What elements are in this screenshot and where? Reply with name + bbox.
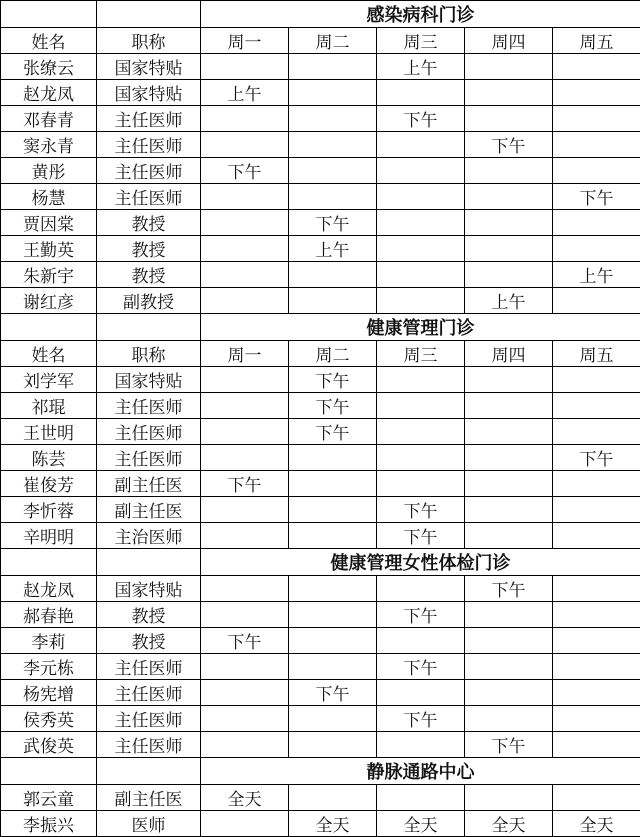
slot-d5: 全天 bbox=[553, 811, 640, 837]
doctor-title: 主任医师 bbox=[97, 158, 201, 184]
slot-d2 bbox=[289, 628, 377, 654]
slot-d1 bbox=[201, 210, 289, 236]
slot-d3 bbox=[377, 680, 465, 706]
doctor-name: 谢红彦 bbox=[1, 288, 97, 314]
table-row bbox=[1, 236, 640, 262]
table-row bbox=[1, 393, 640, 419]
slot-d3 bbox=[377, 732, 465, 758]
header-d5: 周五 bbox=[553, 341, 640, 367]
slot-d1 bbox=[201, 497, 289, 523]
doctor-title: 教授 bbox=[97, 262, 201, 288]
slot-d4 bbox=[465, 54, 553, 80]
slot-d1: 上午 bbox=[201, 80, 289, 106]
table-row bbox=[1, 471, 640, 497]
slot-d5: 下午 bbox=[553, 184, 640, 210]
doctor-title: 医师 bbox=[97, 811, 201, 837]
doctor-title: 副主任医 bbox=[97, 785, 201, 811]
slot-d4 bbox=[465, 785, 553, 811]
table-row bbox=[1, 367, 640, 393]
slot-d3: 下午 bbox=[377, 602, 465, 628]
doctor-name: 贾因棠 bbox=[1, 210, 97, 236]
table-row bbox=[1, 785, 640, 811]
slot-d5 bbox=[553, 132, 640, 158]
slot-d2: 上午 bbox=[289, 236, 377, 262]
section-title-row bbox=[1, 1, 640, 28]
doctor-name: 刘学军 bbox=[1, 367, 97, 393]
slot-d4: 全天 bbox=[465, 811, 553, 837]
doctor-name: 王勤英 bbox=[1, 236, 97, 262]
slot-d2 bbox=[289, 706, 377, 732]
slot-d1 bbox=[201, 106, 289, 132]
slot-d5 bbox=[553, 54, 640, 80]
empty-cell bbox=[97, 549, 201, 576]
slot-d5 bbox=[553, 680, 640, 706]
slot-d3 bbox=[377, 576, 465, 602]
doctor-name: 黄彤 bbox=[1, 158, 97, 184]
slot-d5 bbox=[553, 106, 640, 132]
slot-d3 bbox=[377, 158, 465, 184]
table-row bbox=[1, 706, 640, 732]
header-title: 职称 bbox=[97, 341, 201, 367]
slot-d1: 下午 bbox=[201, 158, 289, 184]
slot-d2: 下午 bbox=[289, 210, 377, 236]
doctor-title: 教授 bbox=[97, 210, 201, 236]
doctor-title: 主任医师 bbox=[97, 106, 201, 132]
table-row bbox=[1, 654, 640, 680]
slot-d2 bbox=[289, 445, 377, 471]
slot-d4 bbox=[465, 184, 553, 210]
doctor-title: 主治医师 bbox=[97, 523, 201, 549]
slot-d4 bbox=[465, 706, 553, 732]
doctor-name: 辛明明 bbox=[1, 523, 97, 549]
header-d2: 周二 bbox=[289, 28, 377, 54]
slot-d5 bbox=[553, 471, 640, 497]
slot-d1 bbox=[201, 236, 289, 262]
doctor-title: 副教授 bbox=[97, 288, 201, 314]
slot-d5 bbox=[553, 732, 640, 758]
schedule-body bbox=[1, 1, 640, 837]
doctor-name: 郭云童 bbox=[1, 785, 97, 811]
table-row bbox=[1, 132, 640, 158]
table-row bbox=[1, 602, 640, 628]
doctor-title: 国家特贴 bbox=[97, 576, 201, 602]
slot-d1: 下午 bbox=[201, 628, 289, 654]
doctor-name: 陈芸 bbox=[1, 445, 97, 471]
slot-d3: 下午 bbox=[377, 106, 465, 132]
slot-d1 bbox=[201, 262, 289, 288]
slot-d3 bbox=[377, 393, 465, 419]
doctor-name: 窦永青 bbox=[1, 132, 97, 158]
doctor-name: 武俊英 bbox=[1, 732, 97, 758]
slot-d5 bbox=[553, 602, 640, 628]
table-row bbox=[1, 811, 640, 837]
slot-d1 bbox=[201, 811, 289, 837]
empty-cell bbox=[97, 758, 201, 785]
slot-d3: 上午 bbox=[377, 54, 465, 80]
slot-d4 bbox=[465, 210, 553, 236]
section-title: 感染病科门诊 bbox=[201, 1, 640, 28]
slot-d4 bbox=[465, 628, 553, 654]
slot-d5 bbox=[553, 288, 640, 314]
slot-d2 bbox=[289, 288, 377, 314]
doctor-name: 杨慧 bbox=[1, 184, 97, 210]
doctor-name: 郝春艳 bbox=[1, 602, 97, 628]
doctor-name: 邓春青 bbox=[1, 106, 97, 132]
doctor-title: 国家特贴 bbox=[97, 367, 201, 393]
section-title-row bbox=[1, 549, 640, 576]
table-row bbox=[1, 158, 640, 184]
slot-d2 bbox=[289, 80, 377, 106]
header-name: 姓名 bbox=[1, 341, 97, 367]
doctor-name: 崔俊芳 bbox=[1, 471, 97, 497]
slot-d1 bbox=[201, 288, 289, 314]
doctor-name: 杨宪增 bbox=[1, 680, 97, 706]
slot-d4 bbox=[465, 106, 553, 132]
section-title-row bbox=[1, 314, 640, 341]
slot-d4 bbox=[465, 80, 553, 106]
slot-d3 bbox=[377, 445, 465, 471]
slot-d1 bbox=[201, 393, 289, 419]
slot-d4 bbox=[465, 236, 553, 262]
slot-d1 bbox=[201, 523, 289, 549]
slot-d2 bbox=[289, 471, 377, 497]
slot-d3 bbox=[377, 419, 465, 445]
slot-d2: 全天 bbox=[289, 811, 377, 837]
slot-d4 bbox=[465, 262, 553, 288]
table-row bbox=[1, 288, 640, 314]
table-row bbox=[1, 497, 640, 523]
header-name: 姓名 bbox=[1, 28, 97, 54]
slot-d1 bbox=[201, 680, 289, 706]
table-row bbox=[1, 732, 640, 758]
slot-d4 bbox=[465, 497, 553, 523]
doctor-title: 主任医师 bbox=[97, 419, 201, 445]
table-row bbox=[1, 680, 640, 706]
slot-d4 bbox=[465, 445, 553, 471]
slot-d5 bbox=[553, 210, 640, 236]
slot-d5 bbox=[553, 576, 640, 602]
header-d1: 周一 bbox=[201, 341, 289, 367]
slot-d5: 上午 bbox=[553, 262, 640, 288]
doctor-name: 祁琨 bbox=[1, 393, 97, 419]
slot-d2 bbox=[289, 732, 377, 758]
slot-d3 bbox=[377, 628, 465, 654]
slot-d5 bbox=[553, 419, 640, 445]
slot-d3 bbox=[377, 262, 465, 288]
table-row bbox=[1, 106, 640, 132]
doctor-title: 主任医师 bbox=[97, 445, 201, 471]
slot-d1 bbox=[201, 576, 289, 602]
slot-d4: 下午 bbox=[465, 132, 553, 158]
slot-d5 bbox=[553, 236, 640, 262]
section-title: 健康管理女性体检门诊 bbox=[201, 549, 640, 576]
doctor-title: 主任医师 bbox=[97, 706, 201, 732]
slot-d2 bbox=[289, 576, 377, 602]
column-header-row bbox=[1, 341, 640, 367]
header-d3: 周三 bbox=[377, 341, 465, 367]
slot-d3 bbox=[377, 288, 465, 314]
slot-d5 bbox=[553, 628, 640, 654]
doctor-title: 主任医师 bbox=[97, 132, 201, 158]
empty-cell bbox=[1, 549, 97, 576]
slot-d2: 下午 bbox=[289, 680, 377, 706]
slot-d5 bbox=[553, 706, 640, 732]
slot-d2 bbox=[289, 184, 377, 210]
doctor-title: 主任医师 bbox=[97, 184, 201, 210]
column-header-row bbox=[1, 28, 640, 54]
slot-d3 bbox=[377, 367, 465, 393]
doctor-name: 张缭云 bbox=[1, 54, 97, 80]
slot-d1 bbox=[201, 654, 289, 680]
slot-d2 bbox=[289, 132, 377, 158]
slot-d4: 上午 bbox=[465, 288, 553, 314]
slot-d3 bbox=[377, 236, 465, 262]
doctor-title: 主任医师 bbox=[97, 732, 201, 758]
slot-d2 bbox=[289, 158, 377, 184]
slot-d4 bbox=[465, 158, 553, 184]
empty-cell bbox=[97, 314, 201, 341]
slot-d2 bbox=[289, 262, 377, 288]
slot-d2 bbox=[289, 523, 377, 549]
slot-d3 bbox=[377, 132, 465, 158]
slot-d3: 下午 bbox=[377, 706, 465, 732]
doctor-name: 侯秀英 bbox=[1, 706, 97, 732]
doctor-title: 主任医师 bbox=[97, 680, 201, 706]
header-d2: 周二 bbox=[289, 341, 377, 367]
doctor-name: 李振兴 bbox=[1, 811, 97, 837]
table-row bbox=[1, 445, 640, 471]
doctor-name: 赵龙凤 bbox=[1, 80, 97, 106]
slot-d3 bbox=[377, 471, 465, 497]
slot-d1: 下午 bbox=[201, 471, 289, 497]
header-d3: 周三 bbox=[377, 28, 465, 54]
slot-d3: 下午 bbox=[377, 654, 465, 680]
table-row bbox=[1, 262, 640, 288]
doctor-title: 副主任医 bbox=[97, 497, 201, 523]
table-row bbox=[1, 210, 640, 236]
slot-d5: 下午 bbox=[553, 445, 640, 471]
slot-d5 bbox=[553, 158, 640, 184]
slot-d4: 下午 bbox=[465, 576, 553, 602]
slot-d3: 下午 bbox=[377, 523, 465, 549]
slot-d1 bbox=[201, 54, 289, 80]
header-d1: 周一 bbox=[201, 28, 289, 54]
slot-d3 bbox=[377, 80, 465, 106]
doctor-title: 教授 bbox=[97, 236, 201, 262]
slot-d4 bbox=[465, 419, 553, 445]
slot-d3 bbox=[377, 785, 465, 811]
empty-cell bbox=[1, 314, 97, 341]
empty-cell bbox=[97, 1, 201, 28]
slot-d2 bbox=[289, 106, 377, 132]
slot-d4 bbox=[465, 523, 553, 549]
table-row bbox=[1, 576, 640, 602]
section-title: 静脉通路中心 bbox=[201, 758, 640, 785]
slot-d2: 下午 bbox=[289, 367, 377, 393]
empty-cell bbox=[1, 1, 97, 28]
slot-d4 bbox=[465, 654, 553, 680]
table-row bbox=[1, 80, 640, 106]
slot-d5 bbox=[553, 654, 640, 680]
doctor-name: 李忻蓉 bbox=[1, 497, 97, 523]
doctor-name: 朱新宇 bbox=[1, 262, 97, 288]
slot-d1 bbox=[201, 732, 289, 758]
doctor-title: 副主任医 bbox=[97, 471, 201, 497]
slot-d4 bbox=[465, 471, 553, 497]
header-d4: 周四 bbox=[465, 341, 553, 367]
table-row bbox=[1, 54, 640, 80]
table-row bbox=[1, 184, 640, 210]
section-title: 健康管理门诊 bbox=[201, 314, 640, 341]
slot-d1 bbox=[201, 445, 289, 471]
doctor-name: 李元栋 bbox=[1, 654, 97, 680]
doctor-title: 教授 bbox=[97, 628, 201, 654]
slot-d2 bbox=[289, 785, 377, 811]
slot-d1 bbox=[201, 132, 289, 158]
header-d5: 周五 bbox=[553, 28, 640, 54]
slot-d4: 下午 bbox=[465, 732, 553, 758]
table-row bbox=[1, 419, 640, 445]
doctor-title: 国家特贴 bbox=[97, 54, 201, 80]
doctor-name: 王世明 bbox=[1, 419, 97, 445]
slot-d4 bbox=[465, 680, 553, 706]
slot-d5 bbox=[553, 785, 640, 811]
slot-d4 bbox=[465, 602, 553, 628]
slot-d5 bbox=[553, 497, 640, 523]
slot-d3: 全天 bbox=[377, 811, 465, 837]
table-row bbox=[1, 628, 640, 654]
slot-d2: 下午 bbox=[289, 419, 377, 445]
slot-d3 bbox=[377, 184, 465, 210]
slot-d2 bbox=[289, 602, 377, 628]
doctor-title: 主任医师 bbox=[97, 654, 201, 680]
header-title: 职称 bbox=[97, 28, 201, 54]
slot-d2 bbox=[289, 654, 377, 680]
slot-d1 bbox=[201, 367, 289, 393]
slot-d3 bbox=[377, 210, 465, 236]
slot-d2 bbox=[289, 54, 377, 80]
doctor-title: 国家特贴 bbox=[97, 80, 201, 106]
slot-d1 bbox=[201, 184, 289, 210]
slot-d1: 全天 bbox=[201, 785, 289, 811]
slot-d5 bbox=[553, 523, 640, 549]
slot-d5 bbox=[553, 80, 640, 106]
section-title-row bbox=[1, 758, 640, 785]
doctor-name: 赵龙凤 bbox=[1, 576, 97, 602]
slot-d4 bbox=[465, 367, 553, 393]
table-row bbox=[1, 523, 640, 549]
slot-d2 bbox=[289, 497, 377, 523]
slot-d3: 下午 bbox=[377, 497, 465, 523]
doctor-name: 李莉 bbox=[1, 628, 97, 654]
doctor-title: 教授 bbox=[97, 602, 201, 628]
slot-d1 bbox=[201, 706, 289, 732]
doctor-title: 主任医师 bbox=[97, 393, 201, 419]
header-d4: 周四 bbox=[465, 28, 553, 54]
slot-d1 bbox=[201, 419, 289, 445]
slot-d5 bbox=[553, 367, 640, 393]
slot-d2: 下午 bbox=[289, 393, 377, 419]
empty-cell bbox=[1, 758, 97, 785]
slot-d4 bbox=[465, 393, 553, 419]
slot-d1 bbox=[201, 602, 289, 628]
slot-d5 bbox=[553, 393, 640, 419]
